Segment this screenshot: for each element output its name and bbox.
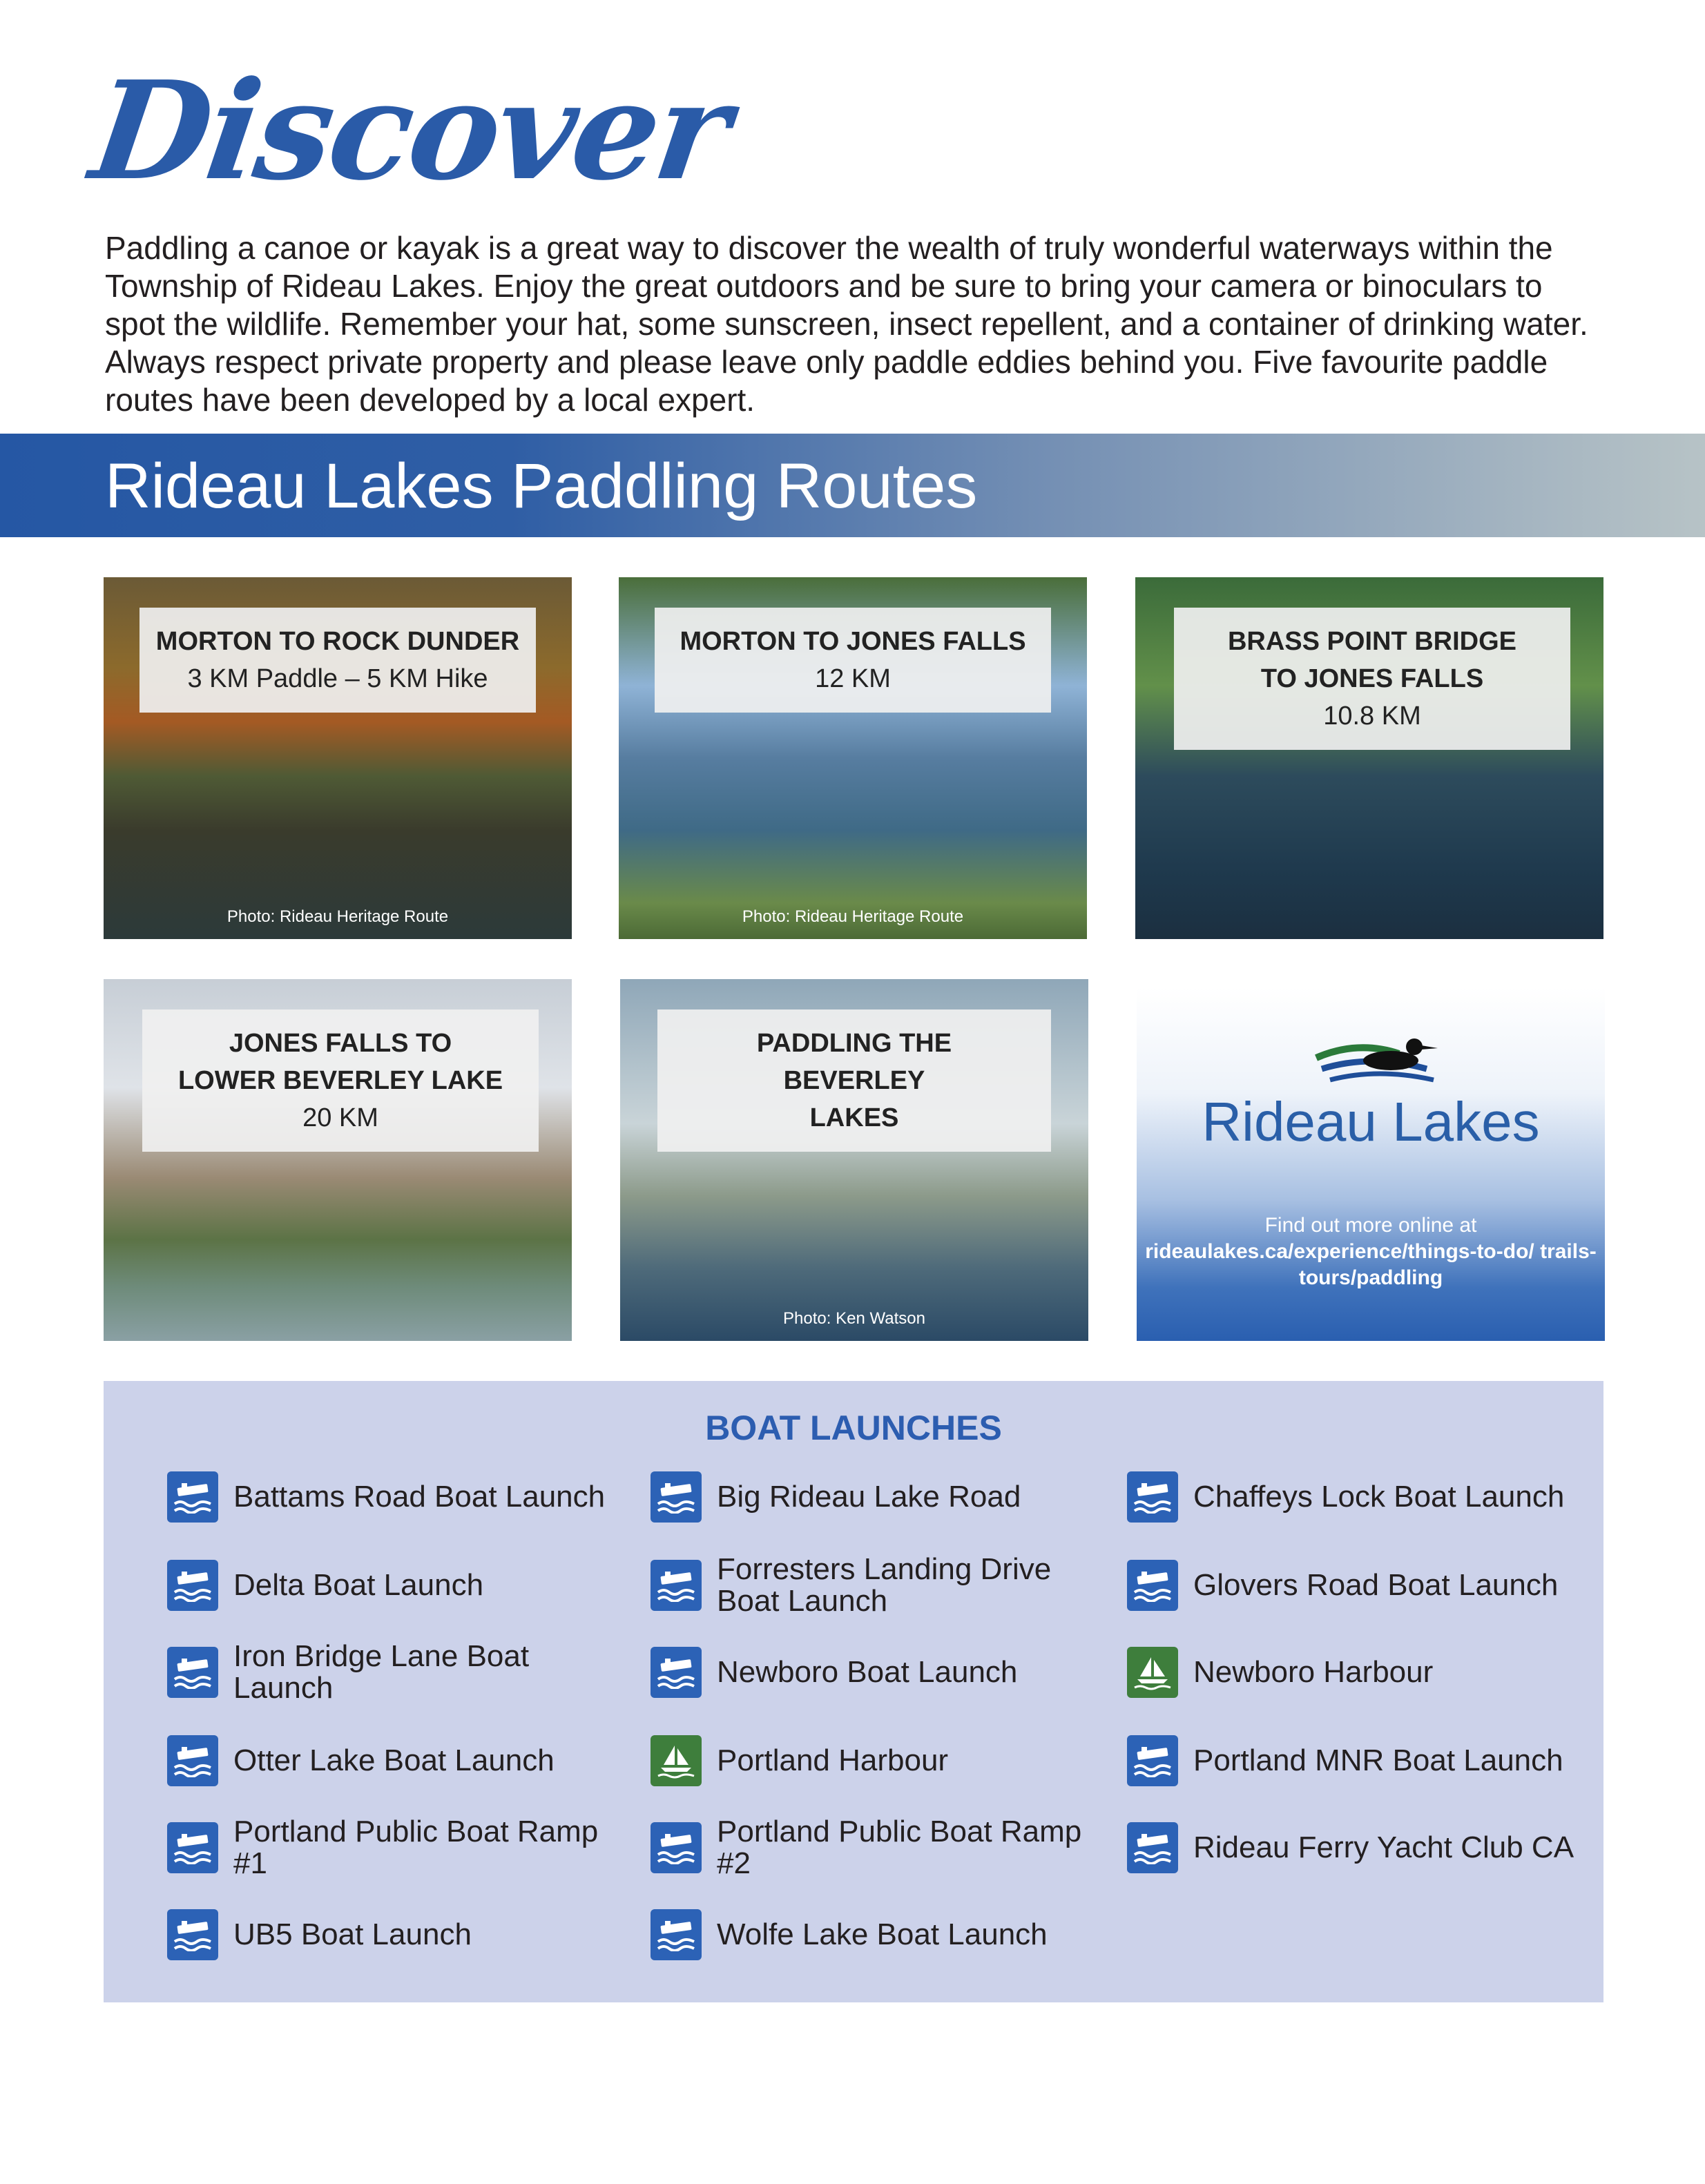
route-title: BRASS POINT BRIDGE TO JONES FALLS bbox=[1227, 627, 1517, 693]
route-distance: 10.8 KM bbox=[1323, 702, 1421, 731]
boat-launch-item bbox=[651, 1471, 1104, 1523]
boat-launch-item bbox=[651, 1552, 1104, 1618]
route-card-beverley-lakes bbox=[620, 979, 1088, 1341]
boat-launch-item bbox=[167, 1815, 620, 1880]
boat-launch-icon bbox=[651, 1560, 702, 1611]
boat-launch-icon bbox=[167, 1735, 218, 1786]
boat-launch-icon bbox=[651, 1822, 702, 1873]
route-label bbox=[142, 1009, 539, 1152]
harbour-sailboat-icon bbox=[1127, 1647, 1178, 1698]
route-label bbox=[1174, 608, 1570, 750]
boat-launch-item bbox=[651, 1734, 1104, 1787]
boat-launch-name: Forresters Landing Drive Boat Launch bbox=[717, 1552, 1052, 1618]
route-distance: 12 KM bbox=[815, 664, 891, 693]
boat-launch-name: Portland Harbour bbox=[717, 1743, 949, 1777]
photo-credit: Photo: Rideau Heritage Route bbox=[742, 907, 964, 926]
route-card-morton-jones-falls bbox=[619, 577, 1087, 939]
route-card-brass-point-bridge bbox=[1135, 577, 1603, 939]
boat-launch-name: Newboro Harbour bbox=[1193, 1655, 1434, 1689]
photo-credit: Photo: Rideau Heritage Route bbox=[227, 907, 449, 926]
route-title: MORTON TO ROCK DUNDER bbox=[155, 627, 520, 656]
boat-launch-name: Otter Lake Boat Launch bbox=[233, 1743, 555, 1777]
promo-text bbox=[1137, 1212, 1605, 1291]
boat-launch-icon bbox=[167, 1822, 218, 1873]
route-title: MORTON TO JONES FALLS bbox=[680, 627, 1026, 656]
boat-launch-item bbox=[651, 1815, 1104, 1880]
route-label bbox=[657, 1009, 1051, 1152]
route-card-morton-rock-dunder bbox=[104, 577, 572, 939]
boat-launch-name: Delta Boat Launch bbox=[233, 1568, 484, 1602]
boat-launches-panel bbox=[104, 1381, 1603, 2002]
boat-launch-item bbox=[1127, 1646, 1580, 1699]
promo-brand: Rideau Lakes bbox=[1202, 1091, 1540, 1152]
photo-credit: Photo: Ken Watson bbox=[783, 1309, 925, 1328]
boat-launch-item bbox=[167, 1908, 620, 1961]
boat-launch-name: Big Rideau Lake Road bbox=[717, 1480, 1021, 1514]
boat-launch-icon bbox=[1127, 1560, 1178, 1611]
boat-launch-item bbox=[1127, 1821, 1580, 1874]
route-card-jones-falls-beverley bbox=[104, 979, 572, 1341]
boat-launch-icon bbox=[1127, 1471, 1178, 1523]
boat-launch-item bbox=[167, 1559, 620, 1612]
boat-launch-icon bbox=[167, 1909, 218, 1960]
boat-launch-name: Portland MNR Boat Launch bbox=[1193, 1743, 1563, 1777]
boat-launch-icon bbox=[651, 1471, 702, 1523]
route-distance: 3 KM Paddle – 5 KM Hike bbox=[187, 664, 488, 693]
boat-launch-item bbox=[1127, 1559, 1580, 1612]
route-label bbox=[139, 608, 536, 713]
boat-launch-name: Rideau Ferry Yacht Club CA bbox=[1193, 1830, 1574, 1864]
boat-launch-name: Chaffeys Lock Boat Launch bbox=[1193, 1480, 1565, 1514]
boat-launch-item bbox=[167, 1639, 620, 1705]
route-label bbox=[655, 608, 1051, 713]
boat-launch-item bbox=[167, 1471, 620, 1523]
boat-launch-item bbox=[1127, 1734, 1580, 1787]
boat-launch-name: Portland Public Boat Ramp #1 bbox=[233, 1815, 599, 1880]
boat-launch-icon bbox=[651, 1909, 702, 1960]
route-distance: 20 KM bbox=[302, 1103, 378, 1132]
boat-launch-icon bbox=[167, 1560, 218, 1611]
boat-launch-item bbox=[167, 1734, 620, 1787]
promo-card bbox=[1137, 987, 1605, 1341]
promo-find-text: Find out more online at bbox=[1264, 1214, 1477, 1237]
loon-logo-icon bbox=[1309, 1026, 1447, 1088]
boat-launches-heading: BOAT LAUNCHES bbox=[705, 1409, 1002, 1447]
boat-launch-name: Wolfe Lake Boat Launch bbox=[717, 1917, 1048, 1951]
boat-launch-icon bbox=[167, 1471, 218, 1523]
boat-launch-name: Newboro Boat Launch bbox=[717, 1655, 1018, 1689]
boat-launch-icon bbox=[1127, 1735, 1178, 1786]
boat-launch-name: Glovers Road Boat Launch bbox=[1193, 1568, 1559, 1602]
boat-launch-item bbox=[1127, 1471, 1580, 1523]
boat-launch-item bbox=[651, 1908, 1104, 1961]
harbour-sailboat-icon bbox=[651, 1735, 702, 1786]
boat-launch-name: Iron Bridge Lane Boat Launch bbox=[233, 1639, 530, 1705]
section-banner bbox=[0, 434, 1705, 537]
promo-url[interactable]: rideaulakes.ca/experience/things-to-do/ trails-tours/paddling bbox=[1145, 1240, 1597, 1289]
boat-launch-item bbox=[651, 1646, 1104, 1699]
banner-title: Rideau Lakes Paddling Routes bbox=[105, 451, 978, 521]
route-title: PADDLING THE BEVERLEY LAKES bbox=[756, 1029, 952, 1132]
boat-launch-name: UB5 Boat Launch bbox=[233, 1917, 472, 1951]
boat-launch-name: Portland Public Boat Ramp #2 bbox=[717, 1815, 1082, 1880]
boat-launch-name: Battams Road Boat Launch bbox=[233, 1480, 606, 1514]
intro-paragraph: Paddling a canoe or kayak is a great way to discover the wealth of truly wonderful waterways within the Township of Rideau Lakes. Enjoy the great outdoors and be sure to bring your camera or binoculars to spot the wildlife. Remember your hat, some sunscreen, insect repellent, and a container of drinking water. Always respect private property and please leave only paddle eddies behind you. Five favourite paddle routes have been developed by a local expert. bbox=[105, 230, 1588, 418]
boat-launch-icon bbox=[651, 1647, 702, 1698]
route-title: JONES FALLS TO LOWER BEVERLEY LAKE bbox=[177, 1029, 503, 1095]
boat-launch-icon bbox=[1127, 1822, 1178, 1873]
boat-launch-icon bbox=[167, 1647, 218, 1698]
page-title: Discover bbox=[82, 52, 737, 211]
